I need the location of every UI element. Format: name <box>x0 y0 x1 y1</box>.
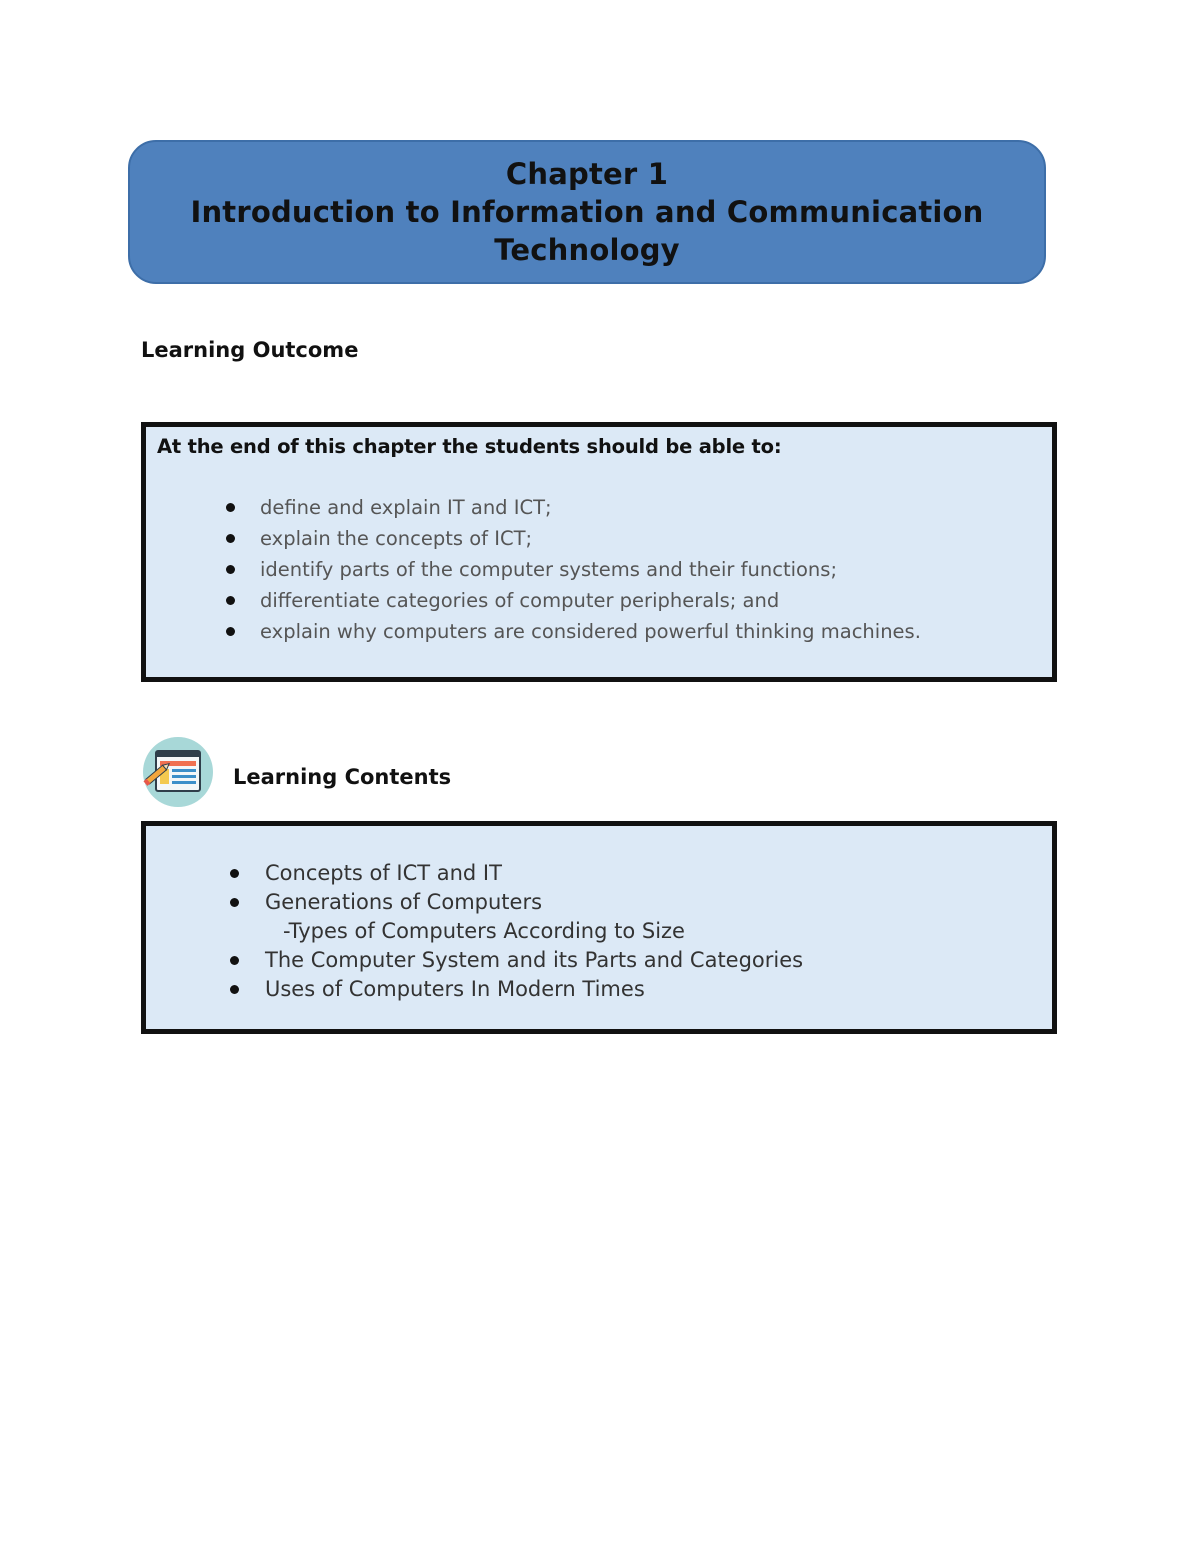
learning-outcome-box <box>141 422 1057 682</box>
list-item <box>226 554 921 585</box>
list-item-text: Concepts of ICT and IT <box>265 861 502 885</box>
bullet-icon <box>226 565 235 574</box>
bullet-icon <box>226 534 235 543</box>
chapter-title-line1: Introduction to Information and Communication <box>190 195 984 229</box>
learning-outcome-intro: At the end of this chapter the students should be able to: <box>157 435 782 458</box>
learning-contents-heading: Learning Contents <box>233 765 452 789</box>
learning-outcome-list <box>226 492 921 647</box>
list-item <box>226 492 921 523</box>
bullet-icon <box>226 596 235 605</box>
bullet-icon <box>230 869 239 878</box>
bullet-icon <box>226 503 235 512</box>
document-pencil-icon <box>142 736 214 808</box>
list-item-text: define and explain IT and ICT; <box>260 496 552 519</box>
chapter-banner <box>128 140 1046 284</box>
sub-list-item: -Types of Computers According to Size <box>283 919 685 943</box>
list-item <box>226 616 921 647</box>
learning-outcome-heading: Learning Outcome <box>141 338 359 362</box>
learning-contents-list <box>230 859 803 1004</box>
list-item-text: Generations of Computers <box>265 890 543 914</box>
list-item-text: Uses of Computers In Modern Times <box>265 977 645 1001</box>
bullet-icon <box>230 985 239 994</box>
list-item <box>226 585 921 616</box>
learning-contents-box <box>141 821 1057 1034</box>
list-item <box>230 975 803 1004</box>
list-item <box>230 859 803 888</box>
list-item-text: The Computer System and its Parts and Categories <box>265 948 804 972</box>
list-item <box>226 523 921 554</box>
list-item-text: identify parts of the computer systems and their functions; <box>260 558 838 581</box>
list-item-text: differentiate categories of computer peripherals; and <box>260 589 780 612</box>
chapter-number: Chapter 1 <box>505 157 669 191</box>
list-item-text: explain why computers are considered powerful thinking machines. <box>260 620 921 643</box>
bullet-icon <box>230 956 239 965</box>
list-item-text: explain the concepts of ICT; <box>260 527 533 550</box>
list-item <box>230 946 803 975</box>
list-item <box>230 888 803 946</box>
bullet-icon <box>230 898 239 907</box>
chapter-title-line2: Technology <box>494 233 680 267</box>
bullet-icon <box>226 627 235 636</box>
